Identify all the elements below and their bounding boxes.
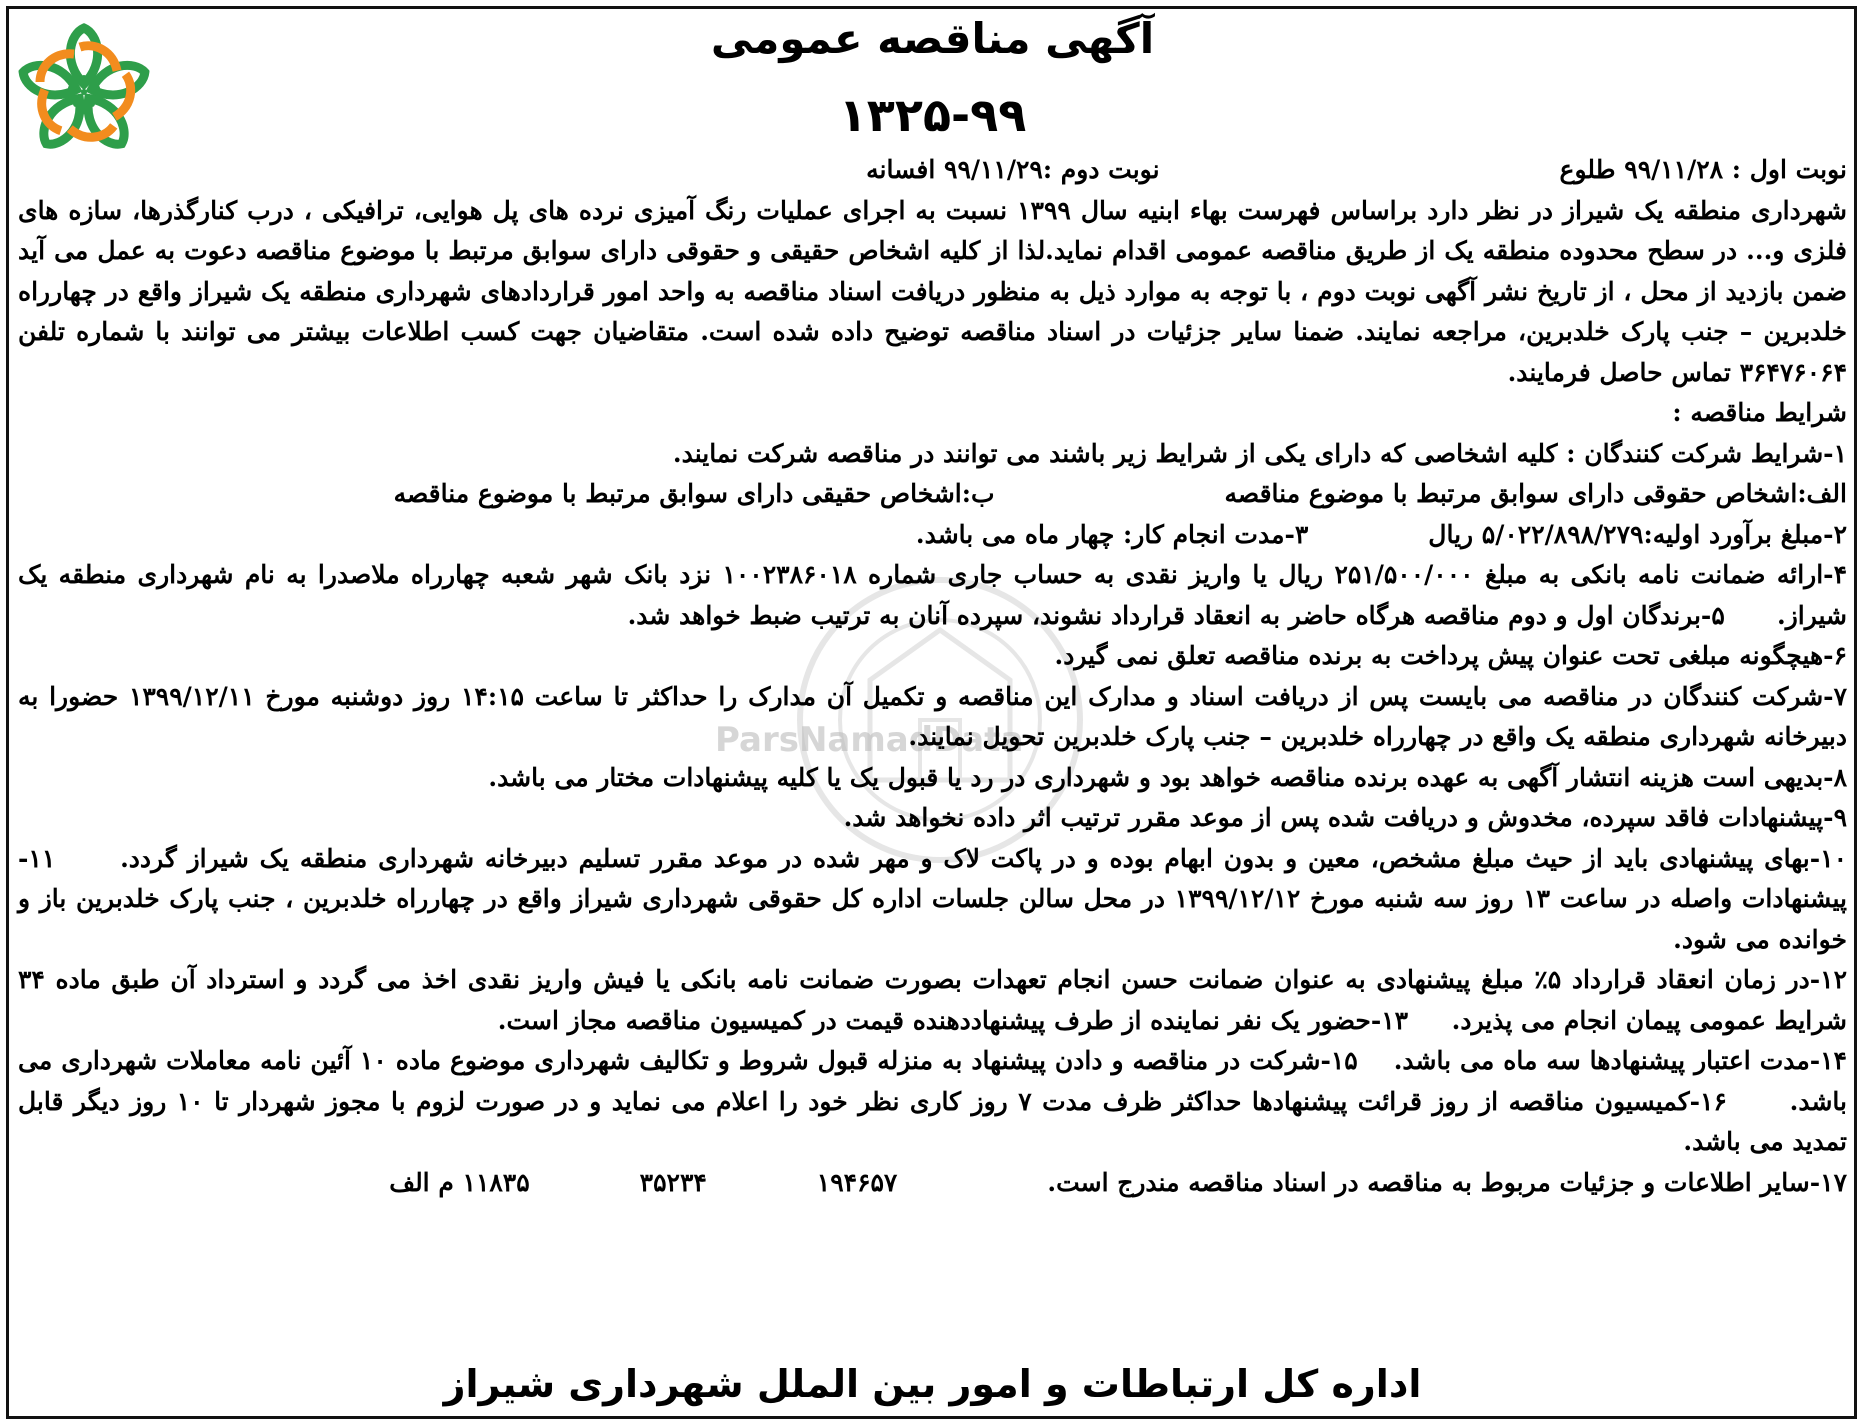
watermark-text: ParsNamadData <box>715 720 1024 760</box>
ad-title: آگهی مناقصه عمومی <box>710 14 1155 63</box>
condition-6: ۶-هیچگونه مبلغی تحت عنوان پیش پرداخت به برنده مناقصه تعلق نمی گیرد. <box>1054 641 1847 670</box>
condition-12-13 <box>18 960 1847 1041</box>
intro-paragraph: شهرداری منطقه یک شیراز در نظر دارد براساس فهرست بهاء ابنیه سال ۱۳۹۹ نسبت به اجرای عملیات رنگ آمیزی نرده های پل هوایی، ترافیکی ، درب کنارگذرها، سازه های فلزی و... در سطح محدوده منطقه یک از طریق مناقصه عمومی اقدام نماید.لذا از کلیه اشخاص حقیقی و حقوقی دارای سوابق مرتبط با موضوع مناقصه دعوت به عمل می آید ضمن بازدید از محل ، از تاریخ نشر آگهی نوبت دوم ، با توجه به موارد ذیل به منظور دریافت اسناد مناقصه به واحد امور قراردادهای شهرداری منطقه یک شیراز واقع در چهارراه خلدبرین – جنب پارک خلدبرین، مراجعه نمایند. ضمنا سایر جزئیات در اسناد مناقصه توضیح داده شده است. متقاضیان جهت کسب اطلاعات بیشتر می توانند با شماره تلفن ۳۶۴۷۶۰۶۴ تماس حاصل فرمایند. <box>18 195 1847 387</box>
condition-4: ۴-ارائه ضمانت نامه بانکی به مبلغ ۲۵۱/۵۰۰/۰۰۰ ریال یا واریز نقدی به حساب جاری شماره ۱۰۰۲۳۸۶۰۱۸ نزد بانک شهر شعبه چهارراه ملاصدرا به نام شهرداری منطقه یک شیراز. <box>18 560 1847 630</box>
condition-5: ۵-برندگان اول و دوم مناقصه هرگاه حاضر به انعقاد قرارداد نشوند، سپرده آنان به ترتیب ضبط خواهد شد. <box>627 600 1725 630</box>
publication-dates <box>18 150 1847 191</box>
condition-17: ۱۷-سایر اطلاعات و جزئیات مربوط به مناقصه در اسناد مناقصه مندرج است. <box>1047 1167 1847 1197</box>
condition-1b: ب:اشخاص حقیقی دارای سوابق مرتبط با موضوع مناقصه <box>393 479 995 508</box>
condition-17-line <box>18 1163 1847 1204</box>
condition-4-5 <box>18 555 1847 636</box>
ad-code: ۱۹۴۶۵۷ <box>816 1167 898 1197</box>
condition-11: ۱۱-پیشنهادات واصله در ساعت ۱۳ روز سه شنبه مورخ ۱۳۹۹/۱۲/۱۲ در محل سالن جلسات اداره کل حقوقی شهرداری شیراز واقع در چهارراه خلدبرین ، جنب پارک خلدبرین باز و خوانده می شود. <box>18 843 1847 954</box>
condition-8: ۸-بدیهی است هزینه انتشار آگهی به عهده برنده مناقصه خواهد بود و شهرداری در رد یا قبول یک یا کلیه پیشنهادات مختار می باشد. <box>488 762 1847 792</box>
ad-code: ۱۱۸۳۵ م الف <box>389 1167 530 1197</box>
tender-number: ۱۳۲۵-۹۹ <box>838 88 1027 142</box>
condition-15: ۱۵-شرکت در مناقصه و دادن پیشنهاد به منزله قبول شروط و تکالیف شهرداری موضوع ماده ۱۰ آئین نامه معاملات شهرداری می باشد. <box>18 1046 1847 1116</box>
condition-10: ۱۰-بهای پیشنهادی باید از حیث مبلغ مشخص، معین و بدون ابهام بوده و در پاکت لاک و مهر شده در موعد مقرر تسلیم دبیرخانه شهرداری منطقه یک شیراز گردد. <box>120 843 1847 873</box>
condition-14-16 <box>18 1041 1847 1163</box>
condition-12: ۱۲-در زمان انعقاد قرارداد ۵٪ مبلغ پیشنهادی به عنوان ضمانت حسن انجام تعهدات بصورت ضمانت نامه بانکی یا فیش واریز نقدی اخذ می گردد و استرداد آن طبق ماده ۳۴ شرایط عمومی پیمان انجام می پذیرد. <box>18 965 1848 1035</box>
first-publication: نوبت اول : ۹۹/۱۱/۲۸ طلوع <box>1559 155 1847 184</box>
condition-2-3 <box>18 515 1847 556</box>
condition-1a: الف:اشخاص حقوقی دارای سوابق مرتبط با موضوع مناقصه <box>1224 479 1847 508</box>
condition-7: ۷-شرکت کنندگان در مناقصه می بایست پس از دریافت اسناد و مدارک این مناقصه و تکمیل آن مدارک را حداکثر تا ساعت ۱۴:۱۵ روز دوشنبه مورخ ۱۳۹۹/۱۲/۱۱ حضورا به دبیرخانه شهرداری منطقه یک واقع در چهارراه خلدبرین – جنب پارک خلدبرین تحویل نمایند. <box>18 681 1847 751</box>
second-publication: نوبت دوم :۹۹/۱۱/۲۹ افسانه <box>866 155 1160 184</box>
ad-code: ۳۵۲۳۴ <box>639 1167 707 1197</box>
condition-2: ۲-مبلغ برآورد اولیه:۵/۰۲۲/۸۹۸/۲۷۹ ریال <box>1428 519 1847 549</box>
issuer-signature: اداره کل ارتباطات و امور بین الملل شهرداری شیراز <box>443 1362 1422 1406</box>
condition-16: ۱۶-کمیسیون مناقصه از روز قرائت پیشنهادها حداکثر ظرف مدت ۷ روز کاری نظر خود را اعلام می نماید و در صورت لزوم با مجوز شهردار تا ۱۰ روز دیگر قابل تمدید می باشد. <box>18 1086 1847 1156</box>
ad-codes <box>389 1163 897 1204</box>
condition-14: ۱۴-مدت اعتبار پیشنهادها سه ماه می باشد. <box>1393 1046 1847 1075</box>
ad-body <box>18 150 1847 1203</box>
condition-13: ۱۳-حضور یک نفر نماینده از طرف پیشنهاددهنده قیمت در کمیسیون مناقصه مجاز است. <box>497 1005 1409 1035</box>
condition-1: ۱-شرایط شرکت کنندگان : کلیه اشخاصی که دارای یکی از شرایط زیر باشند می توانند در مناقصه شرکت نمایند. <box>672 438 1847 468</box>
condition-1-options <box>18 474 1847 515</box>
condition-10-11 <box>18 839 1847 961</box>
condition-9: ۹-پیشنهادات فاقد سپرده، مخدوش و دریافت شده پس از موعد مقرر ترتیب اثر داده نخواهد شد. <box>843 803 1847 832</box>
condition-3: ۳-مدت انجام کار: چهار ماه می باشد. <box>915 519 1309 549</box>
conditions-heading: شرایط مناقصه : <box>1672 398 1847 427</box>
